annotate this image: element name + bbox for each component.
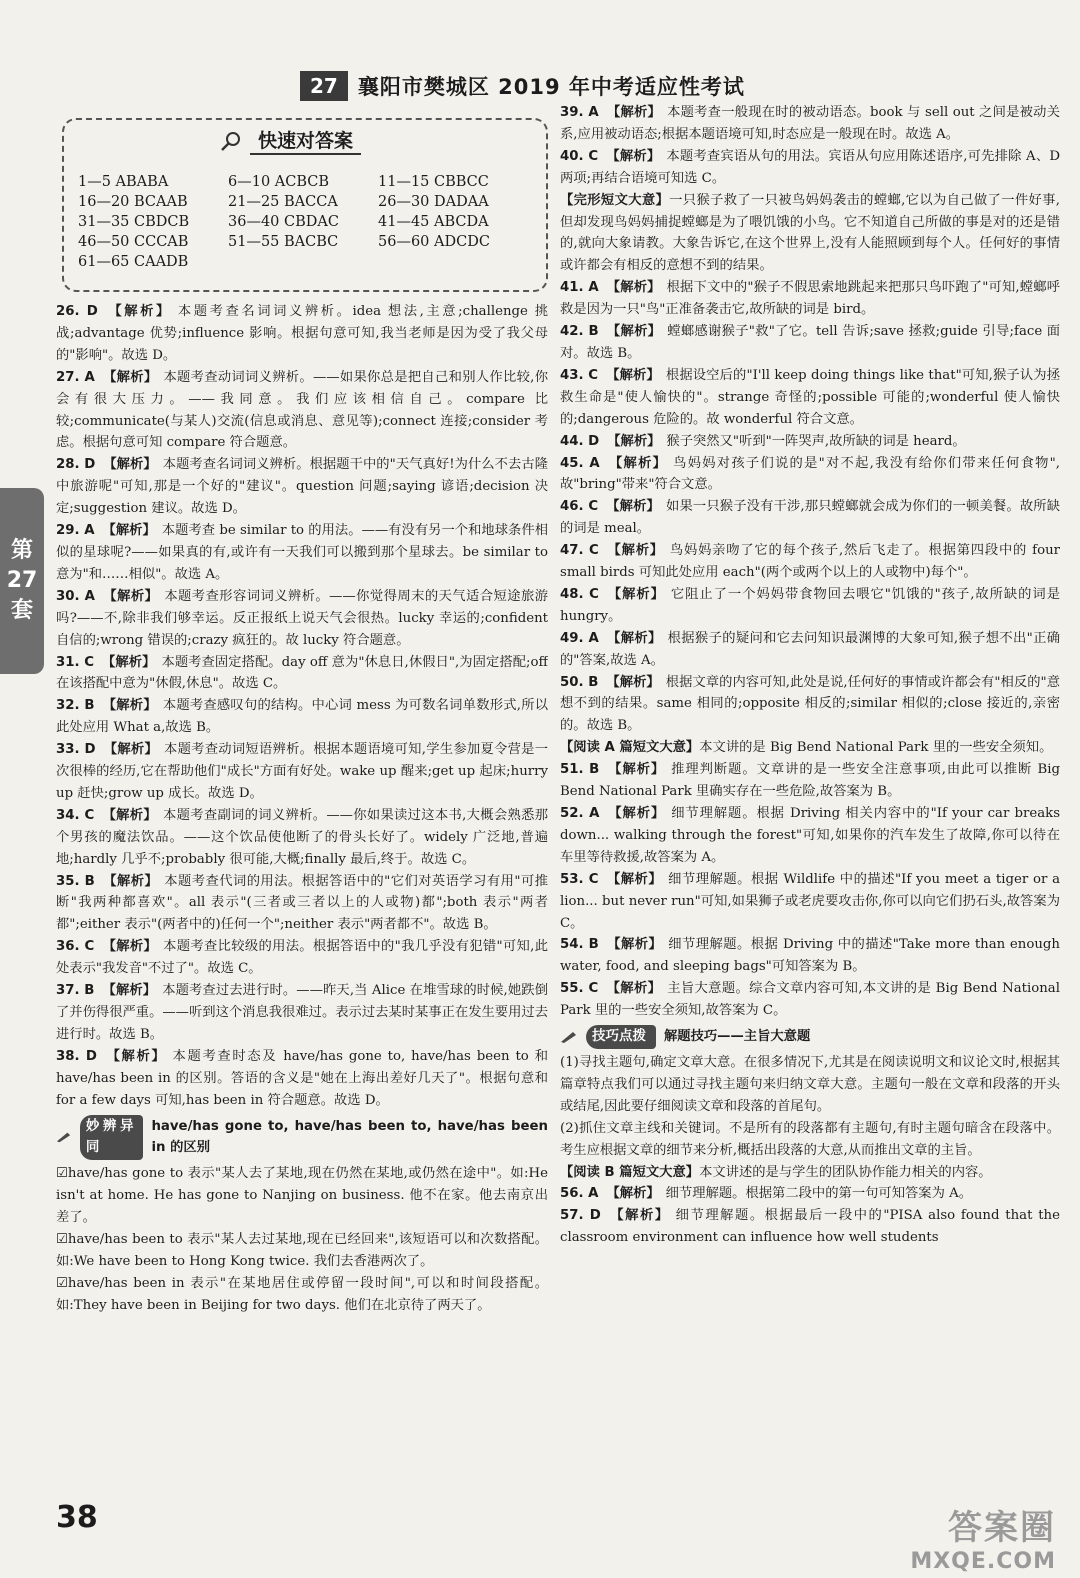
question-number: 28. D: [56, 457, 96, 473]
question-explanation: [560, 672, 1060, 738]
quick-answer-title: [220, 126, 361, 155]
question-number: 46. C: [560, 499, 599, 515]
quick-answer-title-text: 快速对答案: [250, 126, 361, 155]
question-number: 39. A: [560, 105, 599, 120]
question-explanation: [560, 934, 1060, 978]
answer-item: 26—30 DADAA: [378, 194, 489, 210]
checkbox-icon: ☑: [56, 1232, 68, 1248]
explanation-label: 【解析】: [607, 455, 668, 471]
explanation-text: 细节理解题。根据 Driving 中的描述"Take more than enough water, food, and sleeping bags"可知答案为 B。: [560, 937, 1060, 975]
side-tab-char: 第: [10, 538, 33, 563]
explanation-label: 【解析】: [606, 1186, 660, 1202]
watermark-logo: 答案圈 MXQE.COM: [910, 1508, 1056, 1574]
question-explanation: [56, 454, 548, 520]
answer-item: 21—25 BACCA: [228, 194, 338, 210]
question-number: 43. C: [560, 367, 599, 383]
tip-heading: [56, 1115, 548, 1161]
explanation-text: 主旨大意题。综合文章内容可知,本文讲的是 Big Bend National Park 里的一些安全须知,故答案为 C。: [560, 981, 1060, 1019]
question-explanation: [560, 365, 1060, 431]
tip-title: have/has gone to, have/has been to, have/has been in 的区别: [151, 1118, 548, 1156]
question-number: 31. C: [56, 654, 94, 670]
question-explanation: [56, 367, 548, 455]
explanation-label: 【解析】: [102, 698, 157, 714]
explanation-text: 本题考查名词词义辨析。根据题干中的"天气真好!为什么不去古隆中旅游呢"可知,那是一个好的"建议"。question 问题;saying 谚语;decision 决定;suggestion 建议。故选 D。: [56, 457, 548, 517]
left-column: [56, 301, 548, 1493]
question-number: 33. D: [56, 742, 96, 758]
pen-icon: [560, 1030, 578, 1044]
explanation-label: 【解析】: [102, 369, 158, 385]
question-explanation: [560, 1183, 1060, 1205]
explanation-label: 【解析】: [607, 806, 666, 821]
side-tab-char: 套: [10, 598, 33, 623]
tip-bullet-text: have/has gone to 表示"某人去了某地,现在仍然在某地,或仍然在途中"。如:He isn't at home. He has gone to Nanjing on business. 他不在家。他去南京出差了。: [56, 1166, 548, 1226]
explanation-text: 根据下文中的"猴子不假思索地跳起来把那只鸟吓跑了"可知,螳螂呼救是因为一只"鸟"正准备袭击它,故所缺的词是 bird。: [560, 280, 1060, 318]
explanation-label: 【解析】: [103, 742, 159, 758]
explanation-label: 【解析】: [606, 630, 662, 646]
question-number: 52. A: [560, 806, 600, 821]
explanation-text: 本题考查形容词词义辨析。——你觉得周末的天气适合短途旅游吗?——不,除非我们够幸运。反正报纸上说天气会很热。lucky 幸运的;confident 自信的;wrong 错误的;crazy 疯狂的。故 lucky 符合题意。: [56, 588, 548, 648]
explanation-text: 本题考查比较级的用法。根据答语中的"我几乎没有犯错"可知,此处表示"我发音"不过了"。故选 C。: [56, 939, 548, 977]
explanation-label: 【解析】: [102, 873, 159, 889]
question-number: 45. A: [560, 455, 600, 471]
question-explanation: [560, 628, 1060, 672]
explanation-label: 【解析】: [606, 105, 662, 120]
explanation-label: 【解析】: [608, 1208, 670, 1224]
explanation-label: 【解析】: [105, 304, 172, 319]
explanation-text: 本题考查动词短语辨析。根据本题语境可知,学生参加夏令营是一次很棒的经历,它在帮助他们"成长"方面有好处。wake up 醒来;get up 起床;hurry up 赶快;grow up 成长。故选 D。: [56, 742, 548, 801]
tip-paragraph: (1)寻找主题句,确定文章大意。在很多情况下,尤其是在阅读说明文和议论文时,根据其篇章特点我们可以通过寻找主题句来归纳文章大意。主题句一般在文章和段落的开头或结尾,因此要仔细阅读文章和段落的首尾句。: [560, 1054, 1060, 1114]
question-number: 44. D: [560, 433, 600, 449]
question-number: 38. D: [56, 1048, 97, 1064]
explanation-text: 本题考查 be similar to 的用法。——有没有另一个和地球条件相似的星球呢?——如果真的有,或许有一天我们可以搬到那个星球去。be similar to 意为"和……相似"。故选 A。: [56, 523, 548, 582]
explanation-label: 【解析】: [102, 523, 156, 539]
explanation-label: 【解析】: [102, 939, 158, 955]
tip-badge: 妙辨异同: [80, 1115, 144, 1161]
explanation-label: 【解析】: [606, 324, 662, 340]
question-explanation: [560, 869, 1060, 935]
question-number: 53. C: [560, 871, 599, 887]
question-number: 40. C: [560, 148, 599, 164]
explanation-text: 细节理解题。根据 Wildlife 中的描述"If you meet a tiger or a lion... but never run"可知,如果狮子或老虎要攻击你,你可以向它们扔石头,故答案为 C。: [560, 871, 1060, 931]
answer-item: 1—5 ABABA: [78, 174, 169, 190]
explanation-label: 【解析】: [607, 433, 661, 449]
quick-answer-box: [62, 118, 548, 292]
page-title: 襄阳市樊城区 2019 年中考适应性考试: [357, 75, 745, 99]
skill-tip-heading: [560, 1025, 1060, 1049]
question-number: 32. B: [56, 698, 95, 714]
answer-item: 16—20 BCAAB: [78, 194, 188, 210]
explanation-label: 【解析】: [103, 457, 157, 473]
answer-item: 56—60 ADCDC: [378, 234, 490, 250]
question-number: 42. B: [560, 324, 599, 340]
explanation-text: 细节理解题。根据 Driving 相关内容中的"If your car breaks down... walking through the forest"可知,如果你的汽车发生了故障,你可以待在车里等待救援,故答案为 A。: [560, 806, 1060, 865]
question-number: 29. A: [56, 523, 95, 539]
answer-item: 46—50 CCCAB: [78, 234, 189, 250]
explanation-text: 螳螂感谢猴子"救"了它。tell 告诉;save 拯救;guide 引导;face 面对。故选 B。: [560, 324, 1060, 361]
explanation-text: 根据设空后的"I'll keep doing things like that"可知,猴子认为拯救生命是"使人愉快的"。strange 奇怪的;possible 可能的;wonderful 使人愉快的;dangerous 危险的。故 wonderful 符合文意。: [560, 367, 1060, 427]
question-explanation: [56, 936, 548, 980]
explanation-text: 本题考查名词词义辨析。idea 想法,主意;challenge 挑战;advantage 优势;influence 影响。根据句意可知,我当老师是因为受了我父母的"影响"。故选 D。: [56, 304, 548, 363]
answer-item: 6—10 ACBCB: [228, 174, 330, 190]
answer-item: 41—45 ABCDA: [378, 214, 489, 230]
question-explanation: [560, 1205, 1060, 1249]
explanation-text: 如果一只猴子没有干涉,那只螳螂就会成为你们的一顿美餐。故所缺的词是 meal。: [560, 499, 1060, 537]
question-number: 26. D: [56, 304, 98, 319]
tip-paragraph: (2)抓住文章主线和关键词。不是所有的段落都有主题句,有时主题句暗含在段落中。考生应根据文章的细节来分析,概括出段落的大意,从而推出文章的主旨。: [560, 1120, 1060, 1158]
answer-item: 36—40 CBDAC: [228, 214, 339, 230]
question-explanation: [560, 496, 1060, 540]
explanation-text: 推理判断题。文章讲的是一些安全注意事项,由此可以推断 Big Bend National Park 里确实存在一些危险,故答案为 B。: [560, 762, 1060, 800]
question-explanation: [56, 586, 548, 652]
question-explanation: [560, 759, 1060, 803]
question-explanation: [560, 803, 1060, 869]
question-number: 48. C: [560, 586, 599, 602]
tip-bullet: [56, 1273, 548, 1317]
side-tab-char: 27: [6, 568, 38, 593]
tip-bullet-text: have/has been in 表示"在某地居住或停留一段时间",可以和时间段搭配。如:They have been in Beijing for two days. 他们在北京待了两天了。: [56, 1275, 548, 1313]
explanation-text: 本题考查固定搭配。day off 意为"休息日,休假日",为固定搭配;off 在该搭配中意为"休假,休息"。故选 C。: [56, 654, 548, 692]
question-explanation: [56, 1046, 548, 1112]
tip-bullet-text: have/has been to 表示"某人去过某地,现在已经回来",该短语可以和次数搭配。如:We have been to Hong Kong twice. 我们去香港两次了。: [56, 1232, 548, 1269]
explanation-label: 【解析】: [607, 762, 666, 778]
explanation-label: 【解析】: [606, 367, 660, 383]
explanation-text: 细节理解题。根据最后一段中的"PISA also found that the classroom environment can influence how well students: [560, 1208, 1060, 1246]
explanation-label: 【解析】: [606, 148, 661, 164]
question-explanation: [56, 805, 548, 871]
tip-bullet: [56, 1163, 548, 1229]
question-number: 57. D: [560, 1208, 601, 1224]
right-column: [560, 102, 1060, 1476]
explanation-text: 它阻止了一个妈妈带食物回去喂它"饥饿的"孩子,故所缺的词是 hungry。: [560, 586, 1060, 624]
question-explanation: [56, 652, 548, 696]
question-explanation: [560, 540, 1060, 584]
skill-tip-badge: 技巧点拨: [586, 1025, 656, 1049]
question-number: 54. B: [560, 937, 599, 953]
question-explanation: [56, 871, 548, 937]
explanation-text: 鸟妈妈亲吻了它的每个孩子,然后飞走了。根据第四段中的 four small birds 可知此处应用 each"(两个或两个以上的人或物中)每个"。: [560, 543, 1060, 581]
question-number: 55. C: [560, 981, 599, 997]
explanation-text: 猴子突然又"听到"一阵哭声,故所缺的词是 heard。: [666, 433, 966, 449]
explanation-text: 细节理解题。根据第二段中的第一句可知答案为 A。: [665, 1186, 973, 1202]
question-number: 35. B: [56, 873, 95, 889]
explanation-text: 本题考查动词词义辨析。——如果你总是把自己和别人作比较,你会有很大压力。——我同意。我们应该相信自己。compare 比较;communicate(与某人)交流(信息或消息、意见等);connect 连接;consider 考虑。根据句意可知 compare 符合题意。: [56, 369, 548, 451]
checkbox-icon: ☑: [56, 1275, 68, 1291]
explanation-label: 【解析】: [606, 280, 661, 296]
explanation-text: 本题考查感叹句的结构。中心词 mess 为可数名词单数形式,所以此处应用 What a,故选 B。: [56, 698, 548, 736]
question-number: 36. C: [56, 939, 95, 955]
checkbox-icon: ☑: [56, 1166, 68, 1182]
question-explanation: [560, 146, 1060, 190]
explanation-text: 鸟妈妈对孩子们说的是"对不起,我没有给你们带来任何食物",故"bring"带来"符合文意。: [560, 455, 1060, 493]
tip-bullet: [56, 1229, 548, 1273]
question-explanation: [56, 520, 548, 586]
explanation-label: 【解析】: [606, 937, 663, 953]
answer-item: 61—65 CAADB: [78, 254, 189, 270]
question-number: 34. C: [56, 807, 95, 823]
question-explanation: [560, 584, 1060, 628]
answer-grid: [78, 174, 528, 270]
question-number: 50. B: [560, 674, 599, 690]
question-number: 56. A: [560, 1186, 599, 1202]
question-number: 49. A: [560, 630, 599, 646]
explanation-text: 本题考查副词的词义辨析。——你如果读过这本书,大概会熟悉那个男孩的魔法饮品。——这个饮品使他断了的骨头长好了。widely 广泛地,普遍地;hardly 几乎不;probably 很可能,大概;finally 最后,终于。故选 C。: [56, 807, 548, 867]
question-number: 47. C: [560, 543, 599, 559]
question-explanation: [56, 980, 548, 1046]
explanation-label: 【解析】: [606, 871, 663, 887]
explanation-label: 【解析】: [102, 588, 159, 604]
skill-tip-title: 解题技巧——主旨大意题: [664, 1029, 811, 1045]
explanation-text: 本题考查时态及 have/has gone to, have/has been to 和 have/has been in 的区别。答语的含义是"她在上海出差好几天了"。根据句意和 for a few days 可知,has been in 符合题意。故选 D。: [56, 1048, 548, 1108]
answer-item: 51—55 BACBC: [228, 234, 339, 250]
question-number: 41. A: [560, 280, 599, 296]
explanation-label: 【解析】: [606, 543, 664, 559]
explanation-text: 本题考查宾语从句的用法。宾语从句应用陈述语序,可先排除 A、D 两项;再结合语境可知选 C。: [560, 148, 1060, 186]
question-number: 27. A: [56, 369, 95, 385]
explanation-label: 【解析】: [606, 499, 660, 515]
question-number: 51. B: [560, 762, 600, 778]
question-explanation: [56, 739, 548, 805]
question-explanation: [560, 453, 1060, 497]
question-number: 37. B: [56, 983, 95, 999]
question-explanation: [560, 321, 1060, 365]
explanation-label: 【解析】: [606, 586, 665, 602]
question-explanation: [560, 978, 1060, 1022]
explanation-label: 【解析】: [606, 674, 660, 690]
question-explanation: [56, 301, 548, 367]
cloze-summary: 【完形短文大意】一只猴子救了一只被鸟妈妈袭击的螳螂,它以为自己做了一件好事,但却发现鸟妈妈捕捉螳螂是为了喂饥饿的小鸟。它不知道自己所做的事是对的还是错的,就向大象请教。大象告诉它,在这个世界上,没有人能照顾到每个人。任何好的事情或许都会有相反的意想不到的结果。: [560, 192, 1060, 274]
explanation-label: 【解析】: [104, 1048, 167, 1064]
explanation-text: 根据猴子的疑问和它去问知识最渊博的大象可知,猴子想不出"正确的"答案,故选 A。: [560, 630, 1060, 668]
reading-b-summary: 【阅读 B 篇短文大意】本文讲述的是与学生的团队协作能力相关的内容。: [560, 1164, 992, 1180]
explanation-label: 【解析】: [102, 807, 158, 823]
explanation-label: 【解析】: [606, 981, 662, 997]
explanation-text: 本题考查代词的用法。根据答语中的"它们对英语学习有用"可推断"我两种都喜欢"。all 表示"(三者或三者以上的人或物)都";both 表示"两者都";either 表示"(两者中的)任何一个";neither 表示"两者都不"。故选 B。: [56, 873, 548, 933]
explanation-label: 【解析】: [102, 983, 157, 999]
pen-icon: [56, 1130, 72, 1144]
explanation-label: 【解析】: [102, 654, 156, 670]
reading-a-summary: 【阅读 A 篇短文大意】本文讲的是 Big Bend National Park 里的一些安全须知。: [560, 740, 1053, 756]
question-explanation: [56, 695, 548, 739]
explanation-text: 根据文章的内容可知,此处是说,任何好的事情或许都会有"相反的"意想不到的结果。same 相同的;opposite 相反的;similar 相似的;close 接近的,亲密的。故选 B。: [560, 674, 1060, 734]
set-number-badge: 27: [300, 71, 348, 101]
answer-item: 11—15 CBBCC: [378, 174, 489, 190]
page-number: 38: [56, 1500, 98, 1535]
explanation-text: 本题考查过去进行时。——昨天,当 Alice 在堆雪球的时候,她跌倒了并伤得很严重。——听到这个消息我很难过。表示过去某时某事正在发生要用过去进行时。故选 B。: [56, 983, 548, 1042]
explanation-text: 本题考查一般现在时的被动语态。book 与 sell out 之间是被动关系,应用被动语态;根据本题语境可知,时态应是一般现在时。故选 A。: [560, 105, 1060, 142]
question-explanation: [560, 431, 1060, 453]
set-side-tab: [0, 488, 44, 674]
answer-item: 31—35 CBDCB: [78, 214, 190, 230]
magnifier-icon: [220, 130, 242, 152]
question-explanation: [560, 102, 1060, 146]
question-explanation: [560, 277, 1060, 321]
question-number: 30. A: [56, 588, 95, 604]
